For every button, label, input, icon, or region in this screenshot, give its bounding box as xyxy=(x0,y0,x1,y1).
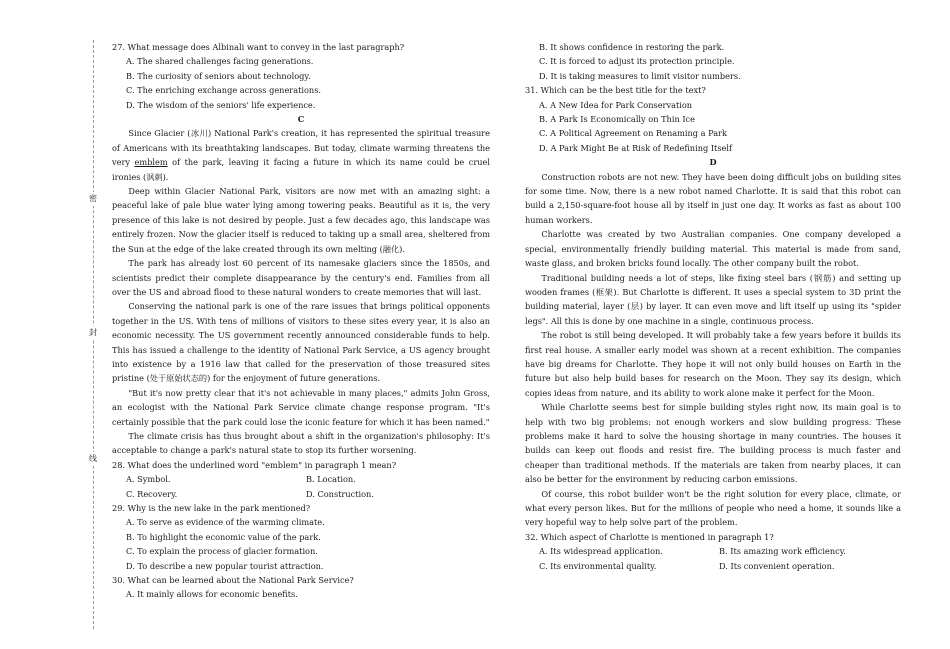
passage-d-paragraph-5: While Charlotte seems best for simple building styles right now, its main goal is to help with two big problems: not enough workers and slow building progress. These problems make it hard to solve the housing shortage in many countries. The houses it builds can keep out floods and resist fire. The building process is much faster and cheaper than traditional methods. If the materials are taken from nearby places, it can also be better for the environment by reducing carbon emissions. xyxy=(525,402,901,485)
passage-d-paragraph-4: The robot is still being developed. It will probably take a few years before it builds its first real house. A smaller early model was shown at a recent exhibition. The companies have big dreams for Charlotte. They hope it will not only build houses on Earth in the future but also help build bases for research on the Moon. They say its design, which copies ideas from nature, and its ability to work alone make it perfect for the Moon. xyxy=(525,330,901,398)
q31-option-b: B. A Park Is Economically on Thin Ice xyxy=(539,114,695,125)
binding-char-mi: 密 xyxy=(86,192,100,206)
q27-option-d: D. The wisdom of the seniors' life experience. xyxy=(126,99,316,110)
question-31-stem: 31. Which can be the best title for the text? xyxy=(525,85,706,96)
q30-option-a: A. It mainly allows for economic benefits. xyxy=(126,589,298,600)
p1-text-before: Since Glacier (冰川) National Park's creation, it has represented the spiritual treasure of Americans with its breathtaking landscapes. But today, climate warming threatens the very xyxy=(112,128,490,168)
q29-option-a: A. To serve as evidence of the warming climate. xyxy=(126,517,325,528)
passage-c-paragraph-3: The park has already lost 60 percent of its namesake glaciers since the 1850s, and scientists predict their complete disappearance by the century's end. Families from all over the US and abroad flood to these natural wonders to create memories that will last. xyxy=(112,258,490,297)
question-27-stem: 27. What message does Albinali want to convey in the last paragraph? xyxy=(112,42,405,52)
q28-option-d: D. Construction. xyxy=(306,488,374,499)
passage-d-paragraph-1: Construction robots are not new. They have been doing difficult jobs on building sites for some time. Now, there is a new robot named Charlotte. It is said that this robot can build a 2,150-square-foot house all by itself in just one day. It works as fast as about 100 human workers. xyxy=(525,171,901,225)
q28-options-row-2 xyxy=(112,487,490,501)
question-32-stem: 32. Which aspect of Charlotte is mentioned in paragraph 1? xyxy=(525,531,774,542)
left-column xyxy=(112,40,490,600)
binding-char-xian: 线 xyxy=(86,452,100,466)
passage-c-paragraph-5: "But it's now pretty clear that it's not achievable in many places," admits John Gross, an ecologist with the National Park Service climate change response program. "It's certainly possible that the park could lose the iconic feature for which it has been named." xyxy=(112,387,490,427)
q27-option-c: C. The enriching exchange across generations. xyxy=(126,85,322,96)
passage-d-paragraph-6: Of course, this robot builder won't be the right solution for every place, climate, or what every person likes. But for the millions of people who need a home, it sounds like a very hopeful way to help solve part of the problem. xyxy=(525,488,901,528)
q28-option-c: C. Recovery. xyxy=(126,488,178,499)
q32-options-row-1 xyxy=(525,544,901,558)
passage-c-paragraph-6: The climate crisis has thus brought about a shift in the organization's philosophy: It's acceptable to change a park's natural state to stop its further worsening. xyxy=(112,430,490,456)
q32-option-b: B. Its amazing work efficiency. xyxy=(719,546,846,557)
right-column xyxy=(525,40,901,600)
question-29-stem: 29. Why is the new lake in the park mentioned? xyxy=(112,503,311,513)
q29-option-d: D. To describe a new popular tourist attraction. xyxy=(126,560,324,571)
q29-option-b: B. To highlight the economic value of the park. xyxy=(126,531,321,542)
passage-c-paragraph-4: Conserving the national park is one of the rare issues that brings political opponents together in the US. With tens of millions of visitors to these sites every year, it is also an economic necessity. The US government recently announced considerable funds to help. This has issued a challenge to the identity of National Park Service, a US agency brought into existence by a 1916 law that called for the preservation of those treasured sites pristine (处于原始状态的) for the enjoyment of future generations. xyxy=(112,301,490,384)
q32-option-c: C. Its environmental quality. xyxy=(539,560,657,571)
passage-c-paragraph-2: Deep within Glacier National Park, visitors are now met with an amazing sight: a peaceful lake of pale blue water lying among towering peaks. Beautiful as it is, the very presence of this lake is not desired by people. Just a few decades ago, this landscape was entirely frozen. Now the glacier itself is reduced to taking up a small area, sheltered from the Sun at the edge of the lake created through its own melting (融化). xyxy=(112,186,490,254)
q28-option-b: B. Location. xyxy=(306,474,356,485)
passage-d-paragraph-2: Charlotte was created by two Australian companies. One company developed a special, environmentally friendly building material. This material is made from sand, waste glass, and broken bricks found locally. The other company built the robot. xyxy=(525,229,901,269)
p1-text-after: of the park, leaving it facing a future in which its name could be cruel ironies (讽刺). xyxy=(112,157,490,182)
passage-c-paragraph-1 xyxy=(112,126,490,184)
question-30-stem: 30. What can be learned about the National Park Service? xyxy=(112,575,354,586)
passage-c-heading: C xyxy=(297,114,305,125)
binding-char-feng: 封 xyxy=(86,326,100,340)
passage-d-heading: D xyxy=(709,157,717,168)
q30-option-b: B. It shows confidence in restoring the park. xyxy=(539,42,725,52)
q28-option-a: A. Symbol. xyxy=(126,474,171,485)
q31-option-a: A. A New Idea for Park Conservation xyxy=(539,99,693,110)
q32-option-a: A. Its widespread application. xyxy=(539,546,663,557)
q30-option-d: D. It is taking measures to limit visitor numbers. xyxy=(539,70,741,81)
q30-option-c: C. It is forced to adjust its protection principle. xyxy=(539,56,735,67)
q27-option-b: B. The curiosity of seniors about technology. xyxy=(126,70,311,81)
q29-option-c: C. To explain the process of glacier formation. xyxy=(126,546,318,557)
passage-d-paragraph-3: Traditional building needs a lot of steps, like fixing steel bars (钢筋) and setting up wooden frames (框架). But Charlotte is different. It uses a special system to 3D print the building material, layer (层) by layer. It can even move and lift itself up using its "spider legs". All this is done by one machine in a single, continuous process. xyxy=(525,272,901,326)
q28-options-row-1 xyxy=(112,472,490,486)
q31-option-d: D. A Park Might Be at Risk of Redefining Itself xyxy=(539,142,733,153)
question-28-stem: 28. What does the underlined word "emblem" in paragraph 1 mean? xyxy=(112,459,397,470)
underlined-word-emblem: emblem xyxy=(134,157,168,168)
q32-options-row-2 xyxy=(525,559,901,573)
q27-option-a: A. The shared challenges facing generations. xyxy=(126,56,314,67)
q32-option-d: D. Its convenient operation. xyxy=(719,560,835,571)
q31-option-c: C. A Political Agreement on Renaming a Park xyxy=(539,128,728,139)
